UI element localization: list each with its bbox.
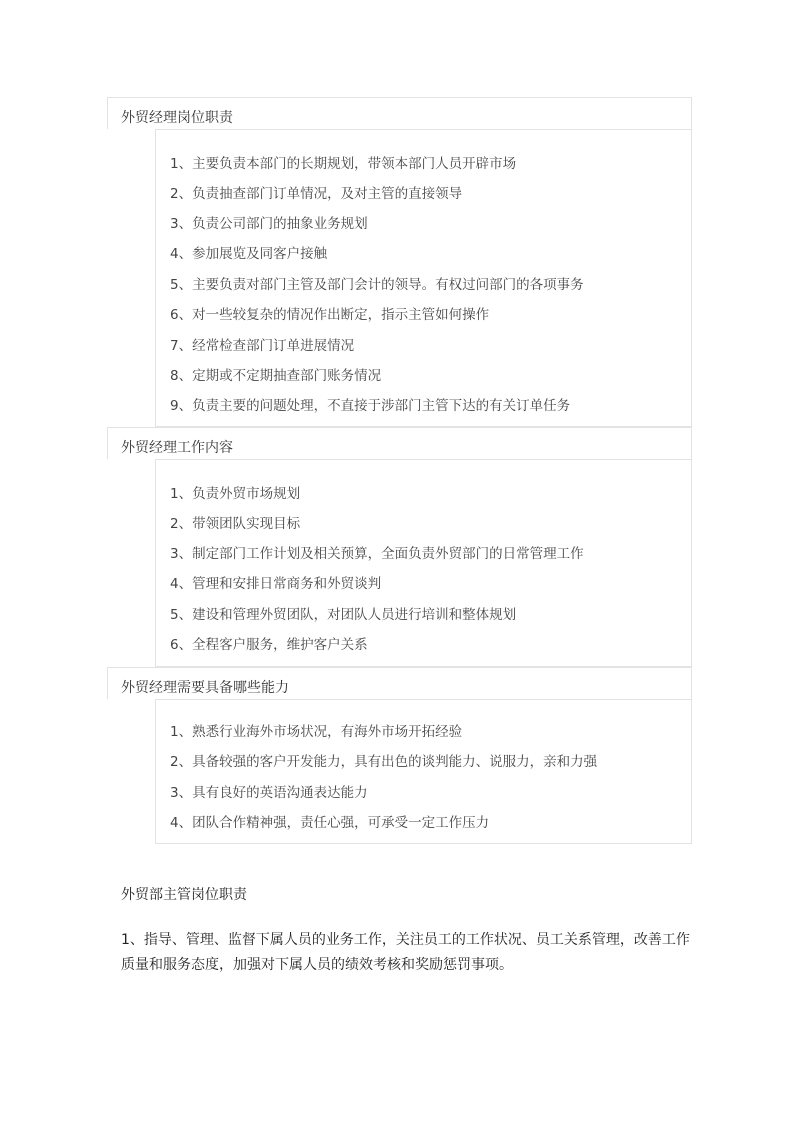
list-item: 7、经常检查部门订单进展情况 <box>170 338 355 354</box>
list-item: 3、负责公司部门的抽象业务规划 <box>170 216 368 232</box>
list-item: 8、定期或不定期抽查部门账务情况 <box>170 368 382 384</box>
list-item: 1、熟悉行业海外市场状况，有海外市场开拓经验 <box>170 724 463 740</box>
list-item: 2、具备较强的客户开发能力，具有出色的谈判能力、说服力，亲和力强 <box>170 754 598 770</box>
section-title: 外贸经理工作内容 <box>121 440 233 456</box>
list-item: 1、主要负责本部门的长期规划，带领本部门人员开辟市场 <box>170 156 517 172</box>
section-list-work-content <box>155 459 692 667</box>
list-item: 6、对一些较复杂的情况作出断定，指示主管如何操作 <box>170 307 490 323</box>
section-header-work-content <box>107 427 692 459</box>
list-item: 2、负责抽查部门订单情况，及对主管的直接领导 <box>170 186 463 202</box>
list-item: 4、参加展览及同客户接触 <box>170 246 328 262</box>
section-header-duties <box>107 97 692 129</box>
list-item: 9、负责主要的问题处理，不直接于涉部门主管下达的有关订单任务 <box>170 398 571 414</box>
section-list-abilities <box>155 699 692 844</box>
section-title: 外贸经理岗位职责 <box>121 110 233 126</box>
list-item: 5、建设和管理外贸团队，对团队人员进行培训和整体规划 <box>170 607 517 623</box>
supervisor-paragraph: 1、指导、管理、监督下属人员的业务工作，关注员工的工作状况、员工关系管理，改善工作质量和服务态度，加强对下属人员的绩效考核和奖励惩罚事项。 <box>121 932 690 973</box>
section-title: 外贸经理需要具备哪些能力 <box>121 680 289 696</box>
list-item: 3、制定部门工作计划及相关预算，全面负责外贸部门的日常管理工作 <box>170 546 584 562</box>
list-item: 4、团队合作精神强，责任心强，可承受一定工作压力 <box>170 815 490 831</box>
list-item: 6、全程客户服务，维护客户关系 <box>170 637 368 653</box>
list-item: 1、负责外贸市场规划 <box>170 486 301 502</box>
section-list-duties <box>155 129 692 427</box>
list-item: 5、主要负责对部门主管及部门会计的领导。有权过问部门的各项事务 <box>170 277 584 293</box>
section-header-abilities <box>107 667 692 699</box>
list-item: 2、带领团队实现目标 <box>170 516 301 532</box>
list-item: 4、管理和安排日常商务和外贸谈判 <box>170 576 382 592</box>
supervisor-title: 外贸部主管岗位职责 <box>121 887 247 903</box>
list-item: 3、具有良好的英语沟通表达能力 <box>170 785 368 801</box>
